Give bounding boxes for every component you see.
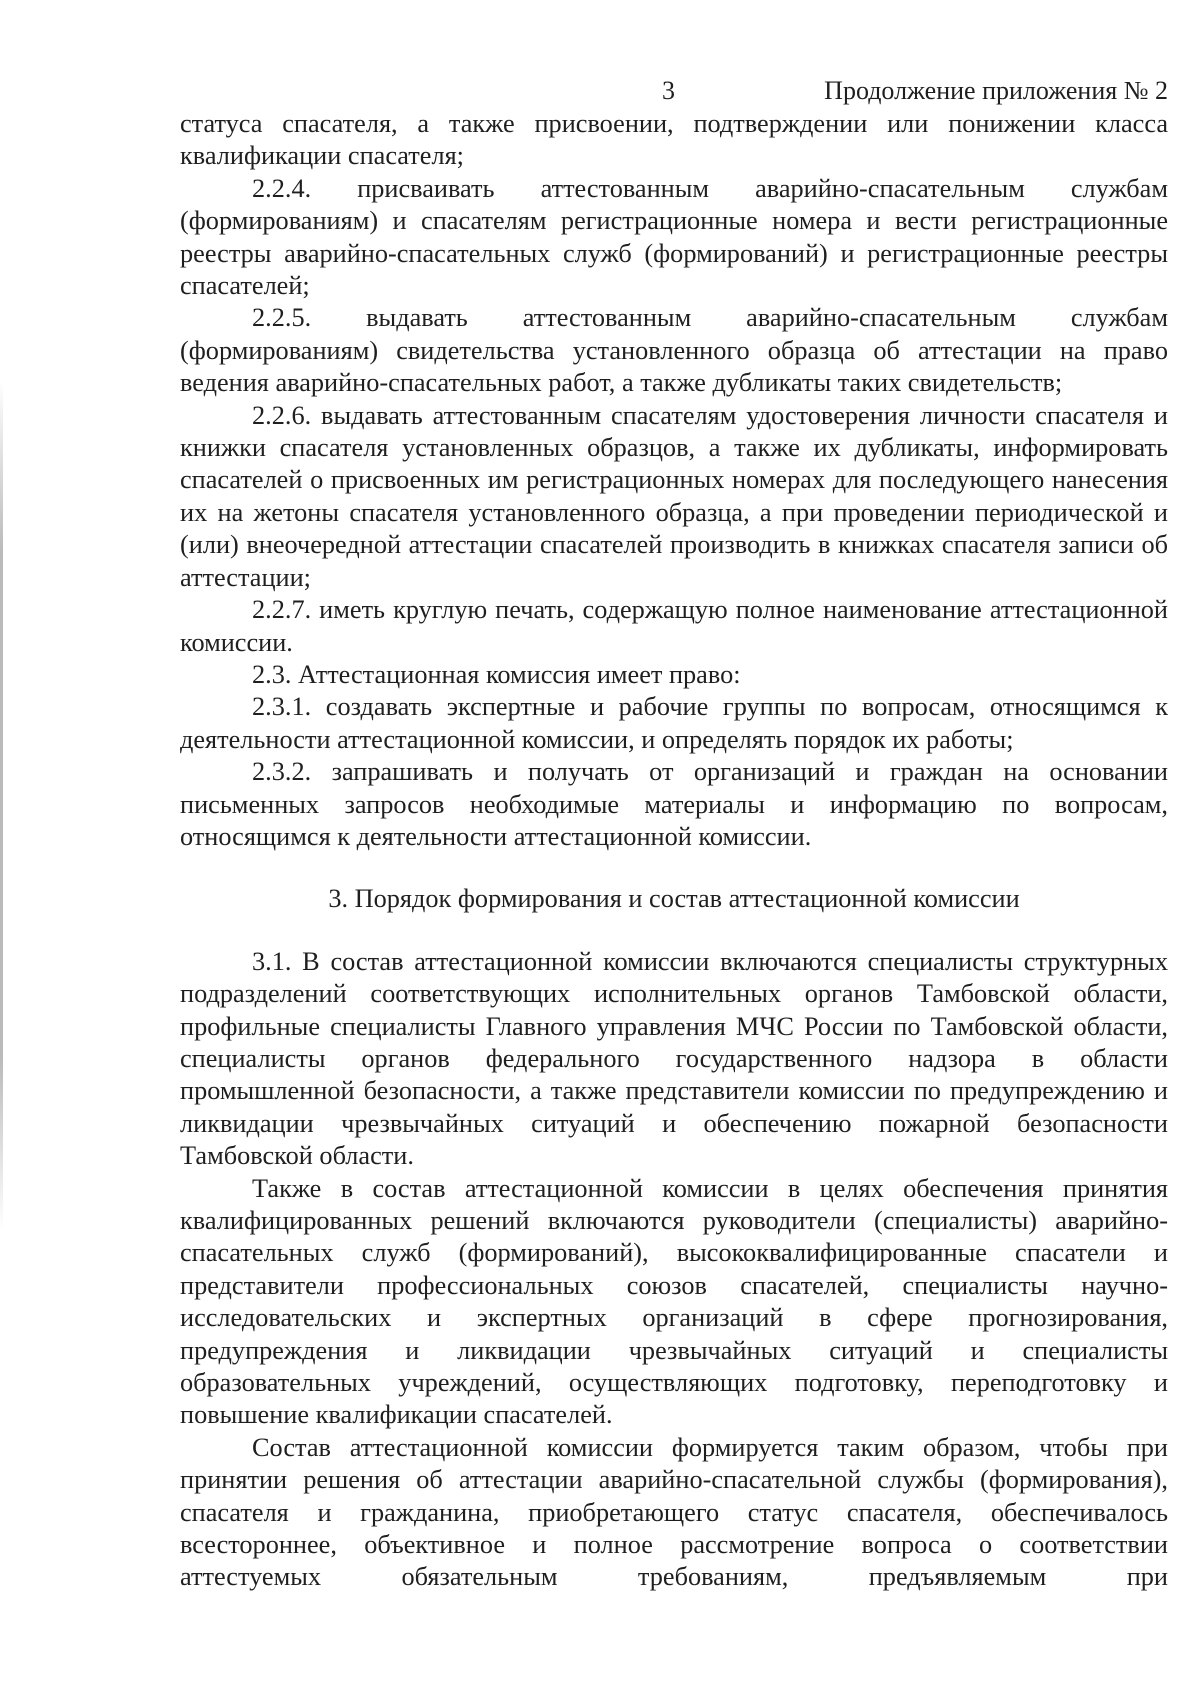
paragraph-composition-experts: Также в состав аттестационной комиссии в целях обеспечения принятия квалифицированных решений включаются руководители (специалисты) аварийно-спасательных служб (формирований), высококвалифицированные спасатели и представители профессиональных союзов спасателей, специалисты научно-исследовательских и экспертных организаций в сфере прогнозирования, предупреждения и ликвидации чрезвычайных ситуаций и специалисты образовательных учреждений, осуществляющих подготовку, переподготовку и повышение квалификации спасателей. [180,1173,1168,1430]
paragraph-2-2-6: 2.2.6. выдавать аттестованным спасателям удостоверения личности спасателя и книжки спасателя установленных образцов, а также их дубликаты, информировать спасателей о присвоенных им регистрационных номерах для последующего нанесения их на жетоны спасателя установленного образца, а при проведении периодической и (или) внеочередной аттестации спасателей производить в книжках спасателя записи об аттестации; [180,400,1168,592]
paragraph-2-3: 2.3. Аттестационная комиссия имеет право: [252,659,741,689]
document-body [180,108,1168,1594]
scan-edge-artifact [0,380,3,1230]
paragraph-continuation: статуса спасателя, а также присвоении, подтверждении или понижении класса квалификации спасателя; [180,109,1168,171]
paragraph-2-3-2: 2.3.2. запрашивать и получать от организаций и граждан на основании письменных запросов необходимые материалы и информацию по вопросам, относящимся к деятельности аттестационной комиссии. [180,757,1168,851]
document-page [180,74,1168,1594]
paragraph-2-2-7: 2.2.7. иметь круглую печать, содержащую полное наименование аттестационной комиссии. [180,595,1168,657]
page-number: 3 [662,76,675,105]
paragraph-2-3-1: 2.3.1. создавать экспертные и рабочие группы по вопросам, относящимся к деятельности аттестационной комиссии, и определять порядок их работы; [180,692,1168,754]
paragraph-3-1: 3.1. В состав аттестационной комиссии включаются специалисты структурных подразделений соответствующих исполнительных органов Тамбовской области, профильные специалисты Главного управления МЧС России по Тамбовской области, специалисты органов федерального государственного надзора в области промышленной безопасности, а также представители комиссии по предупреждению и ликвидации чрезвычайных ситуаций и обеспечению пожарной безопасности Тамбовской области. [180,946,1168,1171]
page-header [180,74,1168,108]
paragraph-composition-formation: Состав аттестационной комиссии формируется таким образом, чтобы при принятии решения об аттестации аварийно-спасательной службы (формирования), спасателя и гражданина, приобретающего статус спасателя, обеспечивалось всестороннее, объективное и полное рассмотрение вопроса о соответствии аттестуемых обязательным требованиям, предъявляемым при [180,1432,1168,1592]
appendix-continuation-caption: Продолжение приложения № 2 [824,76,1168,105]
paragraph-2-2-5: 2.2.5. выдавать аттестованным аварийно-спасательным службам (формированиям) свидетельства установленного образца об аттестации на право ведения аварийно-спасательных работ, а также дубликаты таких свидетельств; [180,303,1168,398]
paragraph-2-2-4: 2.2.4. присваивать аттестованным аварийно-спасательным службам (формированиям) и спасателям регистрационные номера и вести регистрационные реестры аварийно-спасательных служб (формирований) и регистрационные реестры спасателей; [180,173,1168,301]
section-heading: 3. Порядок формирования и состав аттестационной комиссии [328,884,1020,914]
